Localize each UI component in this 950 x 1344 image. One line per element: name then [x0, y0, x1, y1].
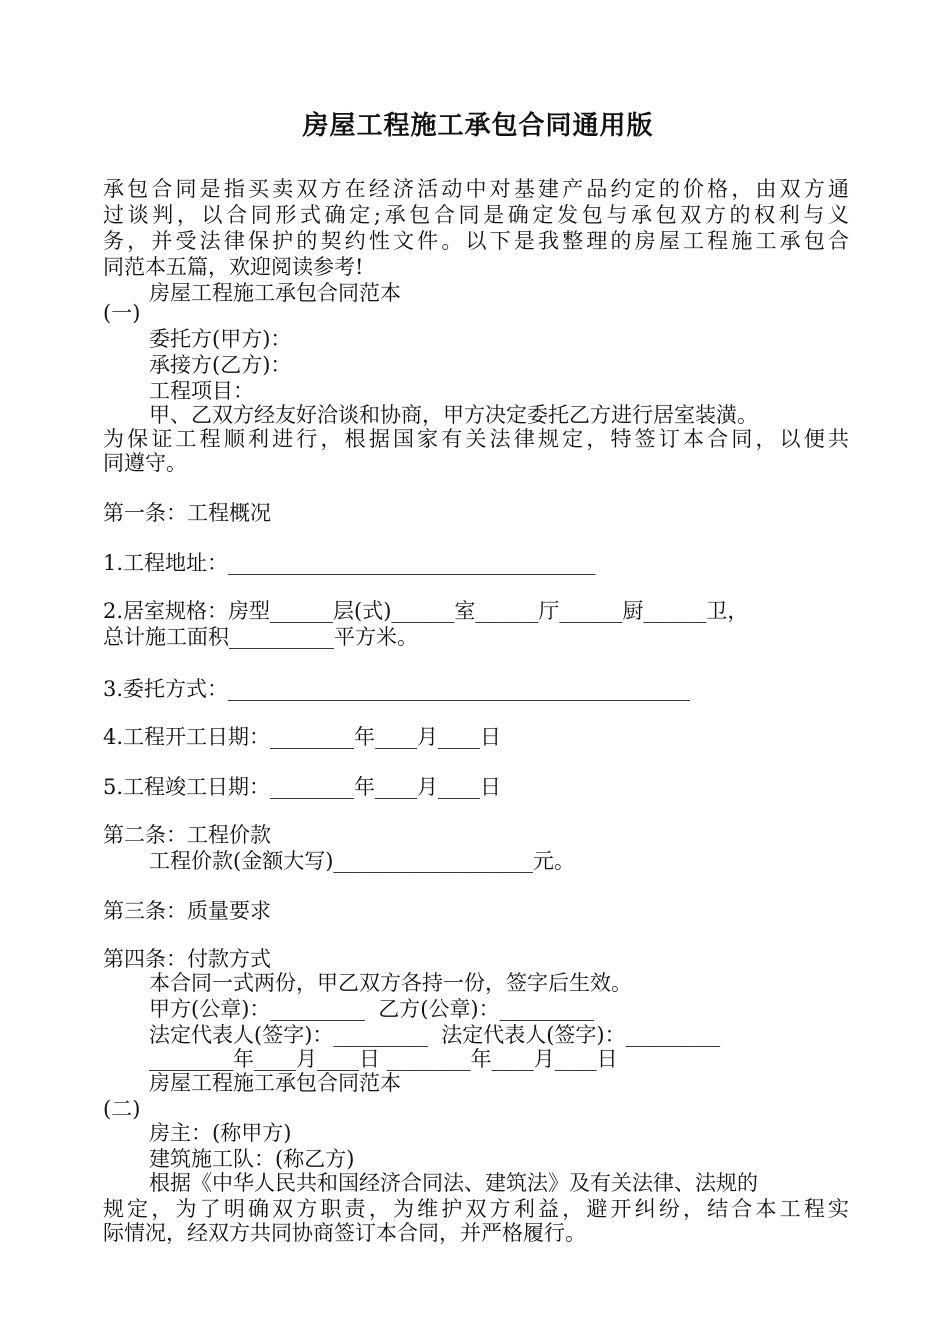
clause-line: 本合同一式两份，甲乙双方各持一份，签字后生效。: [149, 971, 632, 995]
party-a-line: 房主：(称甲方): [149, 1121, 292, 1145]
section-heading: 房屋工程施工承包合同范本: [149, 1071, 401, 1095]
party-a-line: 委托方(甲方)：: [149, 327, 292, 351]
document-page: [103, 0, 853, 1344]
signature-line: 甲方(公章)：_________ 乙方(公章)：_________: [149, 997, 595, 1021]
clause-line: 4.工程开工日期：________年____月____日: [103, 725, 502, 749]
paragraph-line: 同遵守。: [103, 451, 187, 475]
article-heading: 第四条：付款方式: [103, 947, 271, 971]
article-heading: 第三条：质量要求: [103, 899, 271, 923]
intro-line: 务，并受法律保护的契约性文件。以下是我整理的房屋工程施工承包合: [103, 229, 849, 253]
intro-line: 过谈判，以合同形式确定;承包合同是确定发包与承包双方的权利与义: [103, 203, 849, 227]
clause-line: 工程价款(金额大写)___________________元。: [149, 849, 575, 873]
signature-line: 法定代表人(签字)：_________ 法定代表人(签字)：_________: [149, 1023, 721, 1047]
project-line: 工程项目：: [149, 379, 254, 403]
intro-line: 同范本五篇，欢迎阅读参考!: [103, 255, 364, 279]
clause-line: 2.居室规格：房型______层(式)______室______厅______厨______卫，: [103, 599, 749, 623]
date-line: ________年____月____日 ________年____月____日: [149, 1047, 618, 1071]
section-number: (一): [103, 301, 141, 325]
paragraph-line: 规定，为了明确双方职责，为维护双方利益，避开纠纷，结合本工程实: [103, 1197, 849, 1221]
clause-line: 1.工程地址：___________________________________: [103, 551, 596, 575]
article-heading: 第二条：工程价款: [103, 823, 271, 847]
paragraph-line: 甲、乙双方经友好洽谈和协商，甲方决定委托乙方进行居室装潢。: [149, 403, 758, 427]
paragraph-line: 际情况，经双方共同协商签订本合同，并严格履行。: [103, 1221, 586, 1245]
clause-line: 总计施工面积__________平方米。: [103, 625, 418, 649]
party-b-line: 建筑施工队：(称乙方): [149, 1147, 355, 1171]
section-number: (二): [103, 1097, 141, 1121]
clause-line: 5.工程竣工日期：________年____月____日: [103, 775, 502, 799]
clause-line: 3.委托方式：____________________________________________: [103, 677, 691, 701]
section-heading: 房屋工程施工承包合同范本: [149, 281, 401, 305]
paragraph-line: 为保证工程顺利进行，根据国家有关法律规定，特签订本合同，以便共: [103, 427, 849, 451]
intro-line: 承包合同是指买卖双方在经济活动中对基建产品约定的价格，由双方通: [103, 177, 849, 201]
article-heading: 第一条：工程概况: [103, 501, 271, 525]
paragraph-line: 根据《中华人民共和国经济合同法、建筑法》及有关法律、法规的: [149, 1171, 758, 1195]
document-title: 房屋工程施工承包合同通用版: [302, 111, 654, 141]
party-b-line: 承接方(乙方)：: [149, 353, 292, 377]
